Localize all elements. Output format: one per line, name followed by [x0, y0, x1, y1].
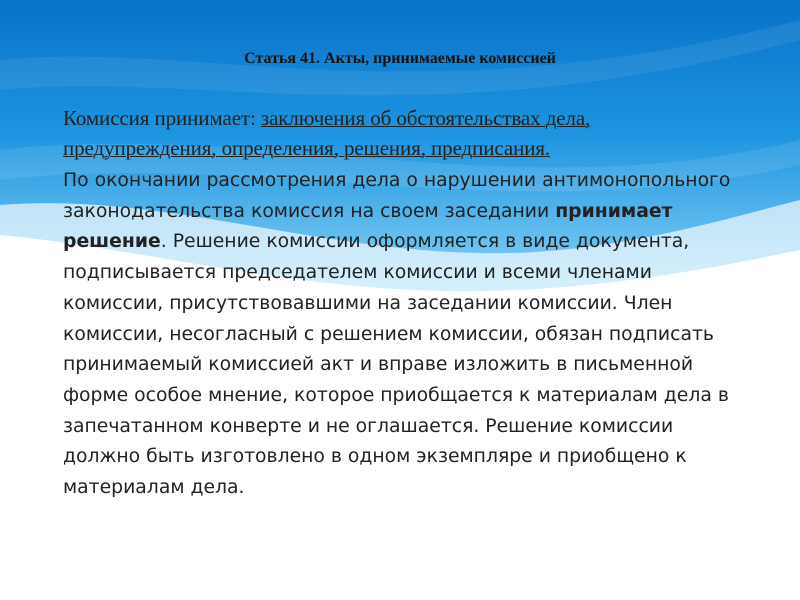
acts-list: заключения об обстоятельствах дела, предупреждения, определения, решения, предписания.: [63, 106, 591, 160]
acts-intro: Комиссия принимает:: [63, 106, 261, 130]
paragraph-acts: [63, 104, 735, 163]
paragraph-decision: [63, 166, 735, 504]
slide-title: Статья 41. Акты, принимаемые комиссией: [244, 50, 556, 67]
slide-body: [63, 104, 735, 504]
decision-bold-phrase: принимает решение: [63, 200, 673, 253]
decision-text-part2: . Решение комиссии оформляется в виде документа, подписывается председателем комиссии и всеми членами комиссии, присутствовавшими на заседании комиссии. Член комиссии, несогласный с решением комиссии, обязан подписать принимаемый комиссией акт и вправе изложить в письменной форме особое мнение, которое приобщается к материалам дела в запечатанном конверте и не оглашается. Решение комиссии должно быть изготовлено в одном экземпляре и приобщено к материалам дела.: [63, 231, 729, 499]
decision-text-part1: По окончании рассмотрения дела о нарушении антимонопольного законодательства комиссия на своем заседании: [63, 170, 731, 222]
